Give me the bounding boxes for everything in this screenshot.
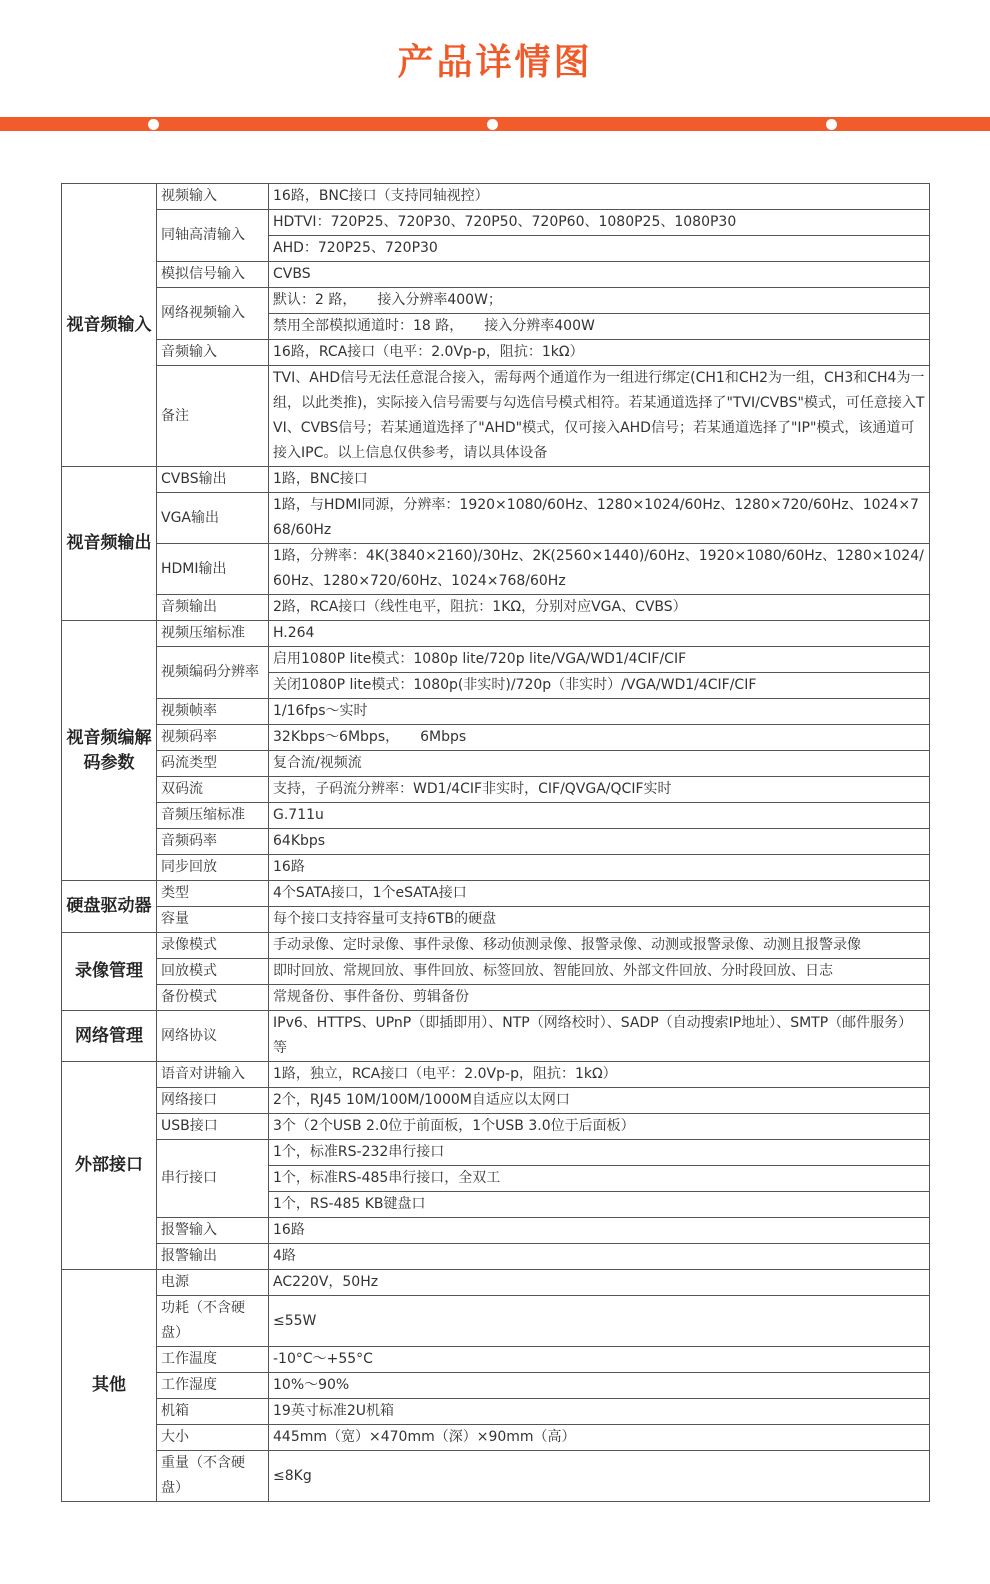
spec-label-cell: 电源 [157,1270,269,1296]
spec-label-cell: 重量（不含硬盘） [157,1451,269,1502]
spec-value-cell: 2个，RJ45 10M/100M/1000M自适应以太网口 [269,1088,930,1114]
table-row [62,1114,930,1140]
spec-value-cell: 1路，独立，RCA接口（电平：2.0Vp-p，阻抗：1kΩ） [269,1062,930,1088]
spec-value-cell: AHD：720P25、720P30 [269,236,930,262]
spec-label-cell: 大小 [157,1425,269,1451]
spec-value-cell: 1个，标准RS-232串行接口 [269,1140,930,1166]
table-row [62,725,930,751]
table-row [62,1347,930,1373]
spec-label-cell: 视频输入 [157,184,269,210]
spec-value-cell: 64Kbps [269,829,930,855]
spec-label-cell: 报警输入 [157,1218,269,1244]
spec-value-cell: 16路，BNC接口（支持同轴视控） [269,184,930,210]
table-row [62,933,930,959]
spec-label-cell: 音频码率 [157,829,269,855]
spec-label-cell: 网络视频输入 [157,288,269,340]
spec-label-cell: 备注 [157,366,269,467]
spec-label-cell: 同步回放 [157,855,269,881]
spec-value-cell: 手动录像、定时录像、事件录像、移动侦测录像、报警录像、动测或报警录像、动测且报警录像 [269,933,930,959]
spec-value-cell: 4路 [269,1244,930,1270]
table-row [62,1011,930,1062]
spec-label-cell: 码流类型 [157,751,269,777]
table-row [62,467,930,493]
category-cell: 视音频输出 [62,467,157,621]
divider-dot [148,119,159,130]
spec-value-cell: AC220V，50Hz [269,1270,930,1296]
spec-label-cell: 报警输出 [157,1244,269,1270]
table-row [62,881,930,907]
spec-value-cell: 禁用全部模拟通道时：18 路， 接入分辨率400W [269,314,930,340]
category-cell: 录像管理 [62,933,157,1011]
spec-label-cell: 音频输出 [157,595,269,621]
spec-label-cell: 同轴高清输入 [157,210,269,262]
spec-label-cell: 音频压缩标准 [157,803,269,829]
spec-value-cell: -10°C～+55°C [269,1347,930,1373]
spec-label-cell: 工作温度 [157,1347,269,1373]
divider-dot [487,119,498,130]
spec-value-cell: 默认：2 路， 接入分辨率400W； [269,288,930,314]
table-row [62,621,930,647]
spec-label-cell: 类型 [157,881,269,907]
spec-label-cell: 视频编码分辨率 [157,647,269,699]
spec-label-cell: 容量 [157,907,269,933]
table-row [62,1399,930,1425]
table-row [62,699,930,725]
spec-label-cell: 双码流 [157,777,269,803]
spec-value-cell: 1路，BNC接口 [269,467,930,493]
table-row [62,288,930,314]
spec-label-cell: 视频压缩标准 [157,621,269,647]
spec-label-cell: VGA输出 [157,493,269,544]
table-row [62,647,930,673]
spec-value-cell: 1个，标准RS-485串行接口，全双工 [269,1166,930,1192]
table-row [62,829,930,855]
spec-value-cell: 10%～90% [269,1373,930,1399]
table-row [62,985,930,1011]
spec-label-cell: 备份模式 [157,985,269,1011]
table-row [62,184,930,210]
spec-table-body [62,184,930,1502]
table-row [62,1218,930,1244]
table-row [62,1088,930,1114]
table-row [62,595,930,621]
table-row [62,907,930,933]
table-row [62,544,930,595]
spec-value-cell: 1/16fps～实时 [269,699,930,725]
category-cell: 其他 [62,1270,157,1502]
spec-value-cell: TVI、AHD信号无法任意混合接入，需每两个通道作为一组进行绑定(CH1和CH2为一组，CH3和CH4为一组，以此类推)，实际接入信号需要与勾选信号模式相符。若某通道选择了"TVI/CVBS"模式，可任意接入TVI、CVBS信号；若某通道选择了"AHD"模式，仅可接入AHD信号；若某通道选择了"IP"模式，该通道可接入IPC。以上信息仅供参考，请以具体设备 [269,366,930,467]
table-row [62,1373,930,1399]
table-row [62,803,930,829]
table-row [62,366,930,467]
spec-label-cell: 录像模式 [157,933,269,959]
table-row [62,1296,930,1347]
spec-label-cell: 网络协议 [157,1011,269,1062]
table-row [62,262,930,288]
spec-label-cell: 串行接口 [157,1140,269,1218]
spec-value-cell: 445mm（宽）×470mm（深）×90mm（高） [269,1425,930,1451]
spec-value-cell: 1路，分辨率：4K(3840×2160)/30Hz、2K(2560×1440)/60Hz、1920×1080/60Hz、1280×1024/60Hz、1280×720/60Hz、1024×768/60Hz [269,544,930,595]
category-cell: 网络管理 [62,1011,157,1062]
spec-value-cell: HDTVI：720P25、720P30、720P50、720P60、1080P25、1080P30 [269,210,930,236]
spec-value-cell: ≤8Kg [269,1451,930,1502]
spec-label-cell: CVBS输出 [157,467,269,493]
spec-value-cell: 19英寸标准2U机箱 [269,1399,930,1425]
spec-value-cell: 16路 [269,1218,930,1244]
spec-value-cell: 3个（2个USB 2.0位于前面板，1个USB 3.0位于后面板） [269,1114,930,1140]
page-title: 产品详情图 [397,42,593,83]
spec-label-cell: 视频码率 [157,725,269,751]
table-row [62,1062,930,1088]
divider-dot [826,119,837,130]
spec-value-cell: G.711u [269,803,930,829]
table-row [62,1140,930,1166]
spec-label-cell: 模拟信号输入 [157,262,269,288]
table-row [62,493,930,544]
category-cell: 视音频编解码参数 [62,621,157,881]
spec-value-cell: 1个，RS-485 KB键盘口 [269,1192,930,1218]
table-row [62,1270,930,1296]
spec-label-cell: 工作湿度 [157,1373,269,1399]
spec-value-cell: 2路，RCA接口（线性电平，阻抗：1KΩ，分别对应VGA、CVBS） [269,595,930,621]
spec-value-cell: 即时回放、常规回放、事件回放、标签回放、智能回放、外部文件回放、分时段回放、日志 [269,959,930,985]
spec-value-cell: 4个SATA接口，1个eSATA接口 [269,881,930,907]
spec-value-cell: CVBS [269,262,930,288]
spec-value-cell: 关闭1080P lite模式：1080p(非实时)/720p（非实时）/VGA/WD1/4CIF/CIF [269,673,930,699]
table-row [62,210,930,236]
category-cell: 视音频输入 [62,184,157,467]
spec-label-cell: 网络接口 [157,1088,269,1114]
spec-table [61,183,930,1502]
table-row [62,855,930,881]
spec-value-cell: H.264 [269,621,930,647]
table-row [62,1244,930,1270]
category-cell: 硬盘驱动器 [62,881,157,933]
table-row [62,1425,930,1451]
table-row [62,777,930,803]
spec-value-cell: 16路 [269,855,930,881]
spec-label-cell: 视频帧率 [157,699,269,725]
header-divider-bar [0,117,990,131]
spec-value-cell: 复合流/视频流 [269,751,930,777]
spec-label-cell: 音频输入 [157,340,269,366]
spec-label-cell: 回放模式 [157,959,269,985]
spec-value-cell: IPv6、HTTPS、UPnP（即插即用）、NTP（网络校时）、SADP（自动搜索IP地址）、SMTP（邮件服务）等 [269,1011,930,1062]
category-cell: 外部接口 [62,1062,157,1270]
spec-value-cell: 16路，RCA接口（电平：2.0Vp-p，阻抗：1kΩ） [269,340,930,366]
spec-value-cell: ≤55W [269,1296,930,1347]
spec-value-cell: 1路，与HDMI同源，分辨率：1920×1080/60Hz、1280×1024/60Hz、1280×720/60Hz、1024×768/60Hz [269,493,930,544]
spec-label-cell: 机箱 [157,1399,269,1425]
spec-value-cell: 32Kbps～6Mbps， 6Mbps [269,725,930,751]
table-row [62,751,930,777]
spec-label-cell: HDMI输出 [157,544,269,595]
spec-value-cell: 支持，子码流分辨率：WD1/4CIF非实时，CIF/QVGA/QCIF实时 [269,777,930,803]
spec-label-cell: USB接口 [157,1114,269,1140]
spec-value-cell: 启用1080P lite模式：1080p lite/720p lite/VGA/WD1/4CIF/CIF [269,647,930,673]
spec-label-cell: 功耗（不含硬盘） [157,1296,269,1347]
spec-label-cell: 语音对讲输入 [157,1062,269,1088]
spec-value-cell: 常规备份、事件备份、剪辑备份 [269,985,930,1011]
spec-value-cell: 每个接口支持容量可支持6TB的硬盘 [269,907,930,933]
table-row [62,340,930,366]
table-row [62,959,930,985]
table-row [62,1451,930,1502]
